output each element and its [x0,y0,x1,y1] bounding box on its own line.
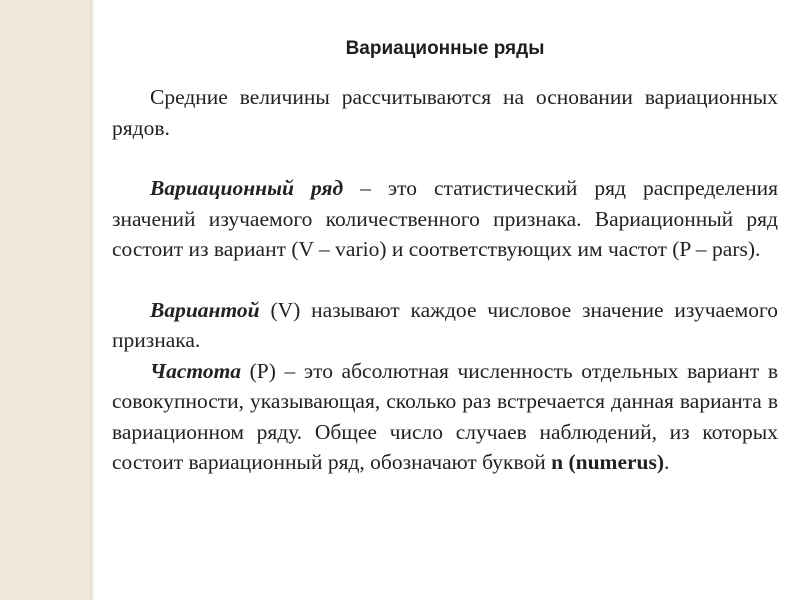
paragraph-variation-series [112,173,778,265]
slide-content [112,38,778,478]
definition-variant: (V) называют каждое числовое значение изучаемого признака. [112,297,778,352]
definition-variation-series: – это статистический ряд распределения значений изучаемого количественного признака. Вариационный ряд состоит из вариант (V – vario) и соответствующих им частот (P – pars). [112,176,778,261]
symbol-numerus: n (numerus) [551,450,665,474]
term-variant: Вариантой [150,297,260,322]
paragraph-gap [112,143,778,173]
paragraph-frequency [112,356,778,478]
left-decorative-band [0,0,90,600]
definition-frequency-end: . [664,450,670,474]
paragraph-variant [112,295,778,356]
definition-frequency: (P) – это абсолютная численность отдельных вариант в совокупности, указывающая, сколько раз встречается данная варианта в вариационном ряду. Общее число случаев наблюдений, из которых состоит вариационный ряд, обозначают буквой [112,358,778,474]
paragraph-intro-text: Средние величины рассчитываются на основании вариационных рядов. [112,85,778,140]
paragraph-intro [112,82,778,143]
left-band-edge [90,0,95,600]
paragraph-gap [112,265,778,295]
term-variation-series: Вариационный ряд [150,176,344,200]
slide-title: Вариационные ряды [345,38,545,59]
term-frequency: Частота [150,358,242,383]
